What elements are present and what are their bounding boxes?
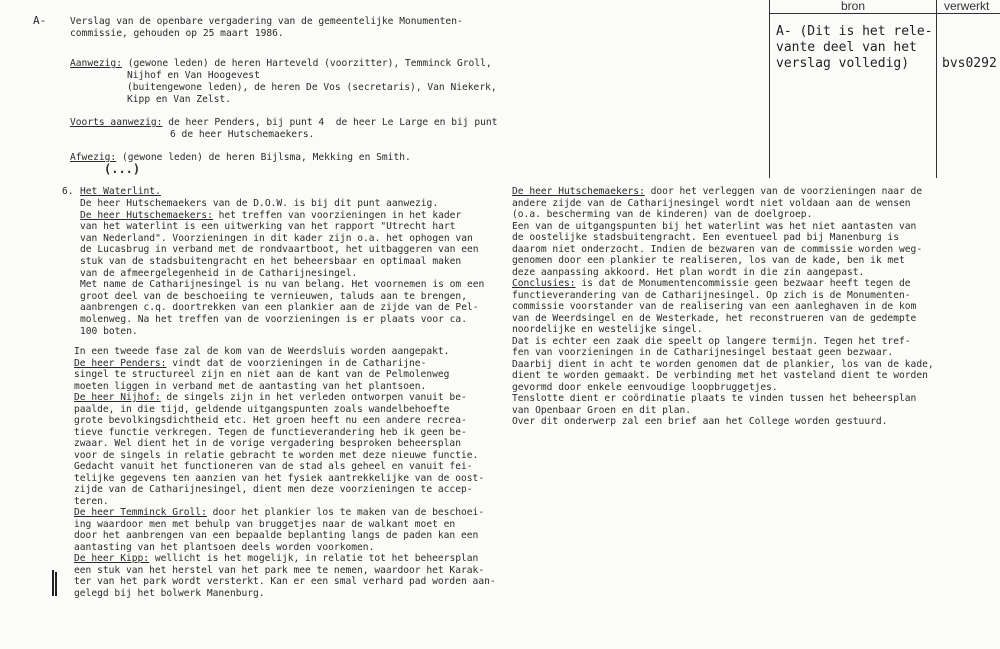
text-line	[512, 232, 899, 243]
title-line-2: commissie, gehouden op 25 maart 1986.	[70, 28, 284, 39]
also-line-2: 6 de heer Hutschemaekers.	[170, 129, 315, 140]
text-line	[80, 291, 467, 302]
text-line	[512, 347, 893, 358]
line-text: voor de singels in relatie gebracht te worden met deze nieuwe functie.	[74, 449, 479, 461]
line-text: paalde, in die tijd, geldende uitgangspunten zoals wandelbehoefte	[74, 403, 450, 415]
also-label: Voorts aanwezig:	[70, 117, 163, 128]
text-line	[512, 186, 922, 197]
text-line	[80, 198, 438, 209]
text-line	[74, 392, 467, 403]
speaker-label: De heer Penders:	[74, 357, 167, 369]
line-text: aantasting van het plantsoen deels worden voorkomen.	[74, 541, 375, 553]
speaker-label: De heer Kipp:	[74, 553, 150, 564]
text-line	[512, 198, 911, 209]
margin-mark	[55, 572, 57, 596]
line-text: zwaar. Wel dient het in de vorige vergadering besproken beheersplan	[74, 438, 461, 449]
text-line	[74, 553, 478, 564]
form-code: bvs0292	[942, 56, 997, 71]
line-text: door het aanbrengen van een bepaalde beplanting langs de paden kan een	[74, 530, 479, 541]
line-text: groot deel van de beschoeiing te vernieuwen, taluds aan te brengen,	[80, 290, 467, 302]
absent-line: (gewone leden) de heren Bijlsma, Mekking en Smith.	[116, 152, 411, 163]
line-text: ter van het park wordt versterkt. Kan er een smal verhard pad worden aan-	[74, 576, 496, 587]
line-text: Een van de uitgangspunten bij het waterlint was het niet aantasten van	[512, 220, 917, 232]
text-line	[80, 256, 461, 267]
speaker-label: Conclusies:	[512, 278, 576, 289]
line-text: deze aanpassing akkoord. Het plan wordt in die zin aangepast.	[512, 266, 865, 278]
text-line	[512, 393, 916, 404]
line-text: Tenslotte dient er coördinatie plaats te vinden tussen het beheersplan	[512, 393, 917, 404]
text-line	[74, 519, 455, 530]
speaker-label: De heer Temminck Groll:	[74, 507, 207, 518]
speaker-label: De heer Hutschemaekers:	[512, 186, 645, 197]
text-line	[512, 290, 911, 301]
line-text: ing waardoor men met behulp van bruggetjes naar de walkant moet en	[74, 518, 456, 530]
line-text: wellicht is het mogelijk, in relatie tot het beheersplan	[149, 553, 479, 564]
ellipsis: (...)	[104, 162, 141, 176]
text-line	[80, 244, 479, 255]
line-text: functieverandering van de Catharijnesingel. Op zich is de Monumenten-	[512, 289, 911, 301]
line-text: gelegd bij het bolwerk Manenburg.	[74, 587, 265, 599]
line-text: tieve functie verkregen. Tegen de functieverandering heb ik geen be-	[74, 426, 467, 438]
text-line	[74, 381, 426, 392]
text-line	[74, 565, 484, 576]
text-line	[512, 370, 928, 381]
page-marker: A-	[33, 14, 47, 27]
line-text: In een tweede fase zal de kom van de Weerdsluis worden aangepakt.	[74, 346, 450, 357]
text-line	[512, 416, 887, 427]
line-text: Daarbij dient in acht te worden genomen dat de plankier, los van de kade,	[512, 358, 934, 370]
text-line	[74, 461, 473, 472]
margin-mark	[52, 570, 54, 596]
line-text: is dat de Monumentencommissie geen bezwaar heeft tegen de	[575, 278, 911, 289]
line-text: door het plankier los te maken van de beschoei-	[206, 507, 485, 518]
text-line	[74, 484, 473, 495]
text-line	[512, 405, 691, 416]
line-text: door het verleggen van de voorzieningen naar de	[644, 186, 923, 197]
line-text: fen van voorzieningen in de Catharijnesingel bestaat geen bezwaar.	[512, 347, 894, 358]
text-line	[74, 473, 484, 484]
form-bron-note-3: verslag volledig)	[776, 56, 910, 71]
form-label-verwerkt: verwerkt	[944, 0, 990, 13]
line-text: De heer Hutschemaekers van de D.O.W. is bij dit punt aanwezig.	[80, 198, 439, 209]
text-line	[74, 450, 478, 461]
line-text: Gedacht vanuit het functioneren van de stad als geheel en vanuit fei-	[74, 461, 473, 472]
text-line	[80, 233, 473, 244]
line-text: (o.a. bescherming van de kinderen) van de doelgroep.	[512, 209, 813, 220]
line-text: teren.	[74, 495, 109, 507]
text-line	[80, 279, 484, 290]
text-line	[512, 244, 922, 255]
text-line	[80, 314, 467, 325]
present-line-2: Nijhof en Van Hoogevest	[127, 70, 260, 81]
text-line	[512, 255, 905, 266]
present-line-1: (gewone leden) de heren Harteveld (voorzitter), Temminck Groll,	[121, 58, 492, 69]
absent-label: Afwezig:	[70, 152, 117, 163]
text-line	[74, 530, 478, 541]
present-row	[70, 58, 492, 69]
line-text: daarom niet onderzocht. Indien de bezwaren van de commissie worden weg-	[512, 243, 923, 255]
form-rule-vertical-mid	[936, 0, 937, 178]
text-line	[512, 336, 911, 347]
present-label: Aanwezig:	[70, 58, 122, 69]
line-text: telijke gegevens ten aanzien van het fysiek aantrekkelijke van de oost-	[74, 472, 485, 484]
text-line	[74, 438, 461, 449]
line-text: grote bevolkingsdichtheid etc. Het groen heeft nu een andere recrea-	[74, 415, 467, 426]
line-text: een stuk van het herstel van het park mee te nemen, waardoor het Karak-	[74, 564, 485, 576]
line-text: van Nederland". Voorzieningen in dit kader zijn o.a. het ophogen van	[80, 232, 473, 244]
line-text: molenweg. Na het treffen van de voorzieningen is er plaats voor ca.	[80, 314, 467, 325]
speaker-label: De heer Hutschemaekers:	[80, 209, 213, 221]
text-line	[512, 267, 864, 278]
present-line-4: Kipp en Van Zelst.	[127, 94, 231, 105]
line-text: 100 boten.	[80, 325, 138, 337]
line-text: het treffen van voorzieningen in het kader	[212, 209, 462, 221]
line-text: de oostelijke stadsbuitengracht. Een eventueel pad bij Manenburg is	[512, 232, 899, 243]
title-line-1: Verslag van de openbare vergadering van de gemeentelijke Monumenten-	[70, 16, 463, 27]
line-text: Over dit onderwerp zal een brief aan het College worden gestuurd.	[512, 416, 888, 427]
also-row	[70, 117, 497, 128]
text-line	[74, 415, 467, 426]
line-text: Dat is echter een zaak die speelt op langere termijn. Tegen het tref-	[512, 335, 911, 347]
text-line	[512, 382, 778, 393]
line-text: gevormd door enkele eenvoudige loopbruggetjes.	[512, 381, 778, 393]
text-line	[74, 369, 449, 380]
text-line	[512, 221, 916, 232]
form-bron-note-1: A- (Dit is het rele-	[776, 24, 933, 39]
text-line	[74, 542, 374, 553]
line-text: de singels zijn in het verleden ontworpen vanuit be-	[160, 392, 467, 403]
text-line	[74, 588, 265, 599]
line-text: commissie voorstander van de realisering van een aanleghaven in de kom	[512, 301, 917, 312]
text-line	[74, 576, 496, 587]
text-line	[80, 302, 479, 313]
section-heading: Het Waterlint.	[80, 186, 161, 197]
line-text: singel te structureel zijn en niet aan de kant van de Pelmolenweg	[74, 369, 450, 380]
line-text: Met name de Catharijnesingel is nu van belang. Het voornemen is om een	[80, 279, 485, 291]
line-text: andere zijde van de Catharijnesingel wordt niet voldaan aan de wensen	[512, 197, 911, 209]
text-line	[512, 209, 812, 220]
line-text: moeten liggen in verband met de aantasting van het plantsoen.	[74, 380, 427, 392]
form-rule-horizontal	[769, 13, 1000, 14]
text-line	[74, 507, 484, 518]
text-line	[74, 427, 467, 438]
line-text: noordelijke en westelijke singel.	[512, 324, 703, 335]
present-line-3: (buitengewone leden), de heren De Vos (secretaris), Van Niekerk,	[127, 82, 497, 93]
text-line	[512, 313, 916, 324]
also-line-1: de heer Penders, bij punt 4 de heer Le Large en bij punt	[162, 117, 498, 128]
line-text: dient te worden gemaakt. De verbinding met het vasteland dient te worden	[512, 370, 928, 381]
text-line	[512, 301, 916, 312]
text-line	[74, 358, 426, 369]
line-text: aanbrengen c.q. doortrekken van een plankier aan de zijde van de Pel-	[80, 302, 479, 314]
text-line	[74, 404, 449, 415]
text-line	[80, 326, 138, 337]
line-text: de Lucasbrug in verband met de rondvaartboot, het uitbaggeren van een	[80, 244, 479, 256]
text-line	[74, 346, 449, 357]
line-text: van de Weerdsingel en de Westerkade, het reconstrueren van de gedempte	[512, 312, 917, 324]
speaker-label: De heer Nijhof:	[74, 392, 161, 403]
form-rule-vertical-left	[769, 0, 770, 178]
line-text: van Openbaar Groen en dit plan.	[512, 404, 692, 416]
text-line	[512, 278, 911, 289]
section-number: 6.	[62, 186, 74, 197]
form-label-bron: bron	[841, 0, 866, 13]
text-line	[80, 210, 461, 221]
line-text: zijde van de Catharijnesingel, dient men deze voorzieningen te accep-	[74, 484, 473, 495]
text-line	[80, 221, 455, 232]
text-line	[512, 359, 934, 370]
text-line	[512, 324, 703, 335]
line-text: vindt dat de voorzieningen in de Catharijne-	[166, 357, 427, 369]
line-text: genomen door een plankier te realiseren, los van de kade, ben ik met	[512, 255, 905, 266]
line-text: van het waterlint is een uitwerking van het rapport "Utrecht hart	[80, 221, 456, 233]
line-text: van de afmeergelegenheid in de Catharijnesingel.	[80, 267, 358, 279]
line-text: stuk van de stadsbuitengracht en het beheersbaar en optimaal maken	[80, 256, 462, 267]
text-line	[74, 496, 109, 507]
form-bron-note-2: vante deel van het	[776, 40, 917, 55]
text-line	[80, 268, 357, 279]
